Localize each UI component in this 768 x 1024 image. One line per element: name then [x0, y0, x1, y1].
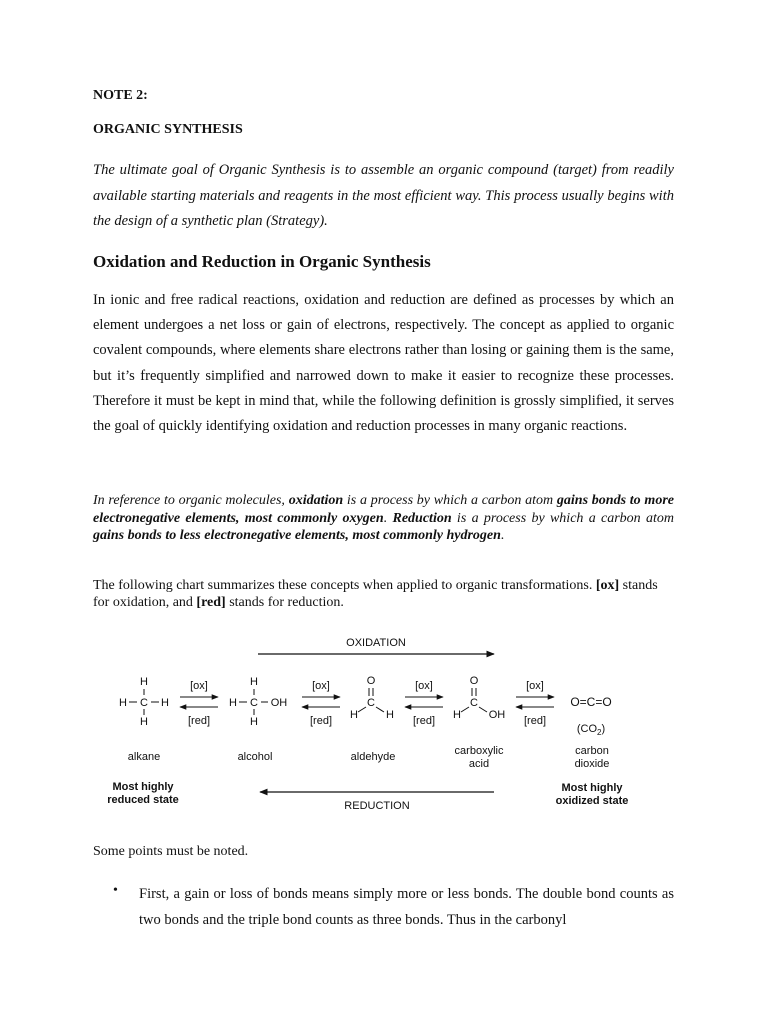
note-heading: NOTE 2: — [93, 88, 148, 103]
definition-emphasis: oxidation — [288, 493, 344, 508]
chart-intro-text: stands for oxidation, and — [93, 578, 658, 610]
oxidized-state-label-1: Most highly — [561, 782, 623, 794]
bond — [461, 707, 469, 712]
definition-text: In reference to organic molecules, — [93, 493, 289, 508]
red-label: [red] — [412, 715, 436, 727]
red-label: [red] — [187, 715, 211, 727]
atom-label: H — [453, 709, 461, 721]
ox-label: [ox] — [526, 680, 544, 692]
chart-intro-text: stands for reduction. — [225, 595, 344, 610]
definition-text: is a process by which a carbon atom — [451, 510, 674, 526]
ox-label: [ox] — [312, 680, 330, 692]
alkane-structure — [119, 676, 169, 728]
intro-paragraph: The ultimate goal of Organic Synthesis is to assemble an organic compound (target) from readily available starting materials and reagents in the most efficient way. This process usually begins with the design of a synthetic plan (Strategy). — [93, 162, 674, 229]
atom-label: C — [140, 697, 148, 709]
atom-label: H — [119, 697, 127, 709]
compound-name-aldehyde: aldehyde — [350, 751, 396, 763]
compound-name-alcohol: alcohol — [237, 751, 273, 763]
definition-emphasis: gains bonds to more electronegative elements, most commonly oxygen — [93, 493, 674, 526]
atom-label: OH — [270, 697, 288, 709]
oxidation-label: OXIDATION — [346, 637, 406, 649]
atom-label: C — [470, 697, 478, 709]
atom-label: H — [386, 709, 394, 721]
reduced-state-label-1: Most highly — [112, 781, 174, 793]
bullet-icon: • — [113, 883, 118, 898]
bullet-item-text: First, a gain or loss of bonds means simply more or less bonds. The double bond counts as two bonds and the triple bond counts as three bonds. Thus in the carbonyl — [139, 886, 674, 928]
ox-label: [ox] — [415, 680, 433, 692]
atom-label: H — [250, 676, 258, 688]
points-intro: Some points must be noted. — [93, 844, 249, 859]
co2-close: ) — [601, 723, 606, 735]
carboxylic-acid-structure — [453, 675, 505, 721]
atom-label: H — [140, 676, 148, 688]
body-paragraph: In ionic and free radical reactions, oxidation and reduction are defined as processes by which an element undergoes a net loss or gain of electrons, respectively. The concept as applied to organic covalent compounds, where elements share electrons rather than losing or gaining them is the same, but it’s frequently simplified and narrowed down to make it easier to recognize these processes. Therefore it must be kept in mind that, while the following definition is grossly simplified, it serves the goal of quickly identifying oxidation and reduction processes in many organic reactions. — [93, 292, 674, 435]
atom-label: C — [367, 697, 375, 709]
co2-formula — [577, 723, 605, 737]
compound-name-carbon: carbon — [575, 745, 609, 757]
atom-label: H — [350, 709, 358, 721]
section-heading: Oxidation and Reduction in Organic Synthesis — [93, 252, 431, 271]
bond — [376, 707, 384, 712]
co2-structure: O=C=O — [570, 695, 612, 709]
chart-intro-emphasis: [ox] — [595, 578, 620, 593]
compound-name-dioxide: dioxide — [574, 758, 610, 770]
definition-text: is a process by which a carbon atom — [343, 493, 557, 508]
atom-label: O — [366, 675, 376, 687]
atom-label: OH — [488, 709, 506, 721]
atom-label: C — [250, 697, 258, 709]
atom-label: H — [140, 716, 148, 728]
bond — [479, 707, 487, 712]
co2-paren: (CO — [576, 723, 598, 735]
atom-label: H — [161, 697, 169, 709]
reduction-label: REDUCTION — [344, 800, 410, 812]
definition-emphasis: Reduction — [392, 510, 452, 526]
red-label: [red] — [309, 715, 333, 727]
bond — [358, 707, 366, 712]
reduced-state-label-2: reduced state — [107, 794, 179, 806]
aldehyde-structure — [350, 675, 394, 721]
definition-emphasis: gains bonds to less electronegative elements, most commonly hydrogen — [93, 528, 501, 543]
co2-subscript: 2 — [597, 728, 602, 737]
alcohol-structure — [229, 676, 287, 728]
ox-label: [ox] — [190, 680, 208, 692]
compound-name-acid: acid — [468, 758, 490, 770]
diagram-group — [107, 637, 628, 812]
chart-intro-text: The following chart summarizes these concepts when applied to organic transformations. — [93, 578, 596, 593]
chart-intro-emphasis: [red] — [196, 595, 226, 610]
definition-text: . — [383, 510, 393, 526]
atom-label: H — [229, 697, 237, 709]
compound-name-alkane: alkane — [127, 751, 161, 763]
atom-label: H — [250, 716, 258, 728]
definition-text: . — [500, 528, 505, 543]
compound-name-carboxylic: carboxylic — [454, 745, 504, 757]
section-title: ORGANIC SYNTHESIS — [93, 122, 243, 137]
atom-label: O — [469, 675, 479, 687]
oxidized-state-label-2: oxidized state — [555, 795, 629, 807]
red-label: [red] — [523, 715, 547, 727]
